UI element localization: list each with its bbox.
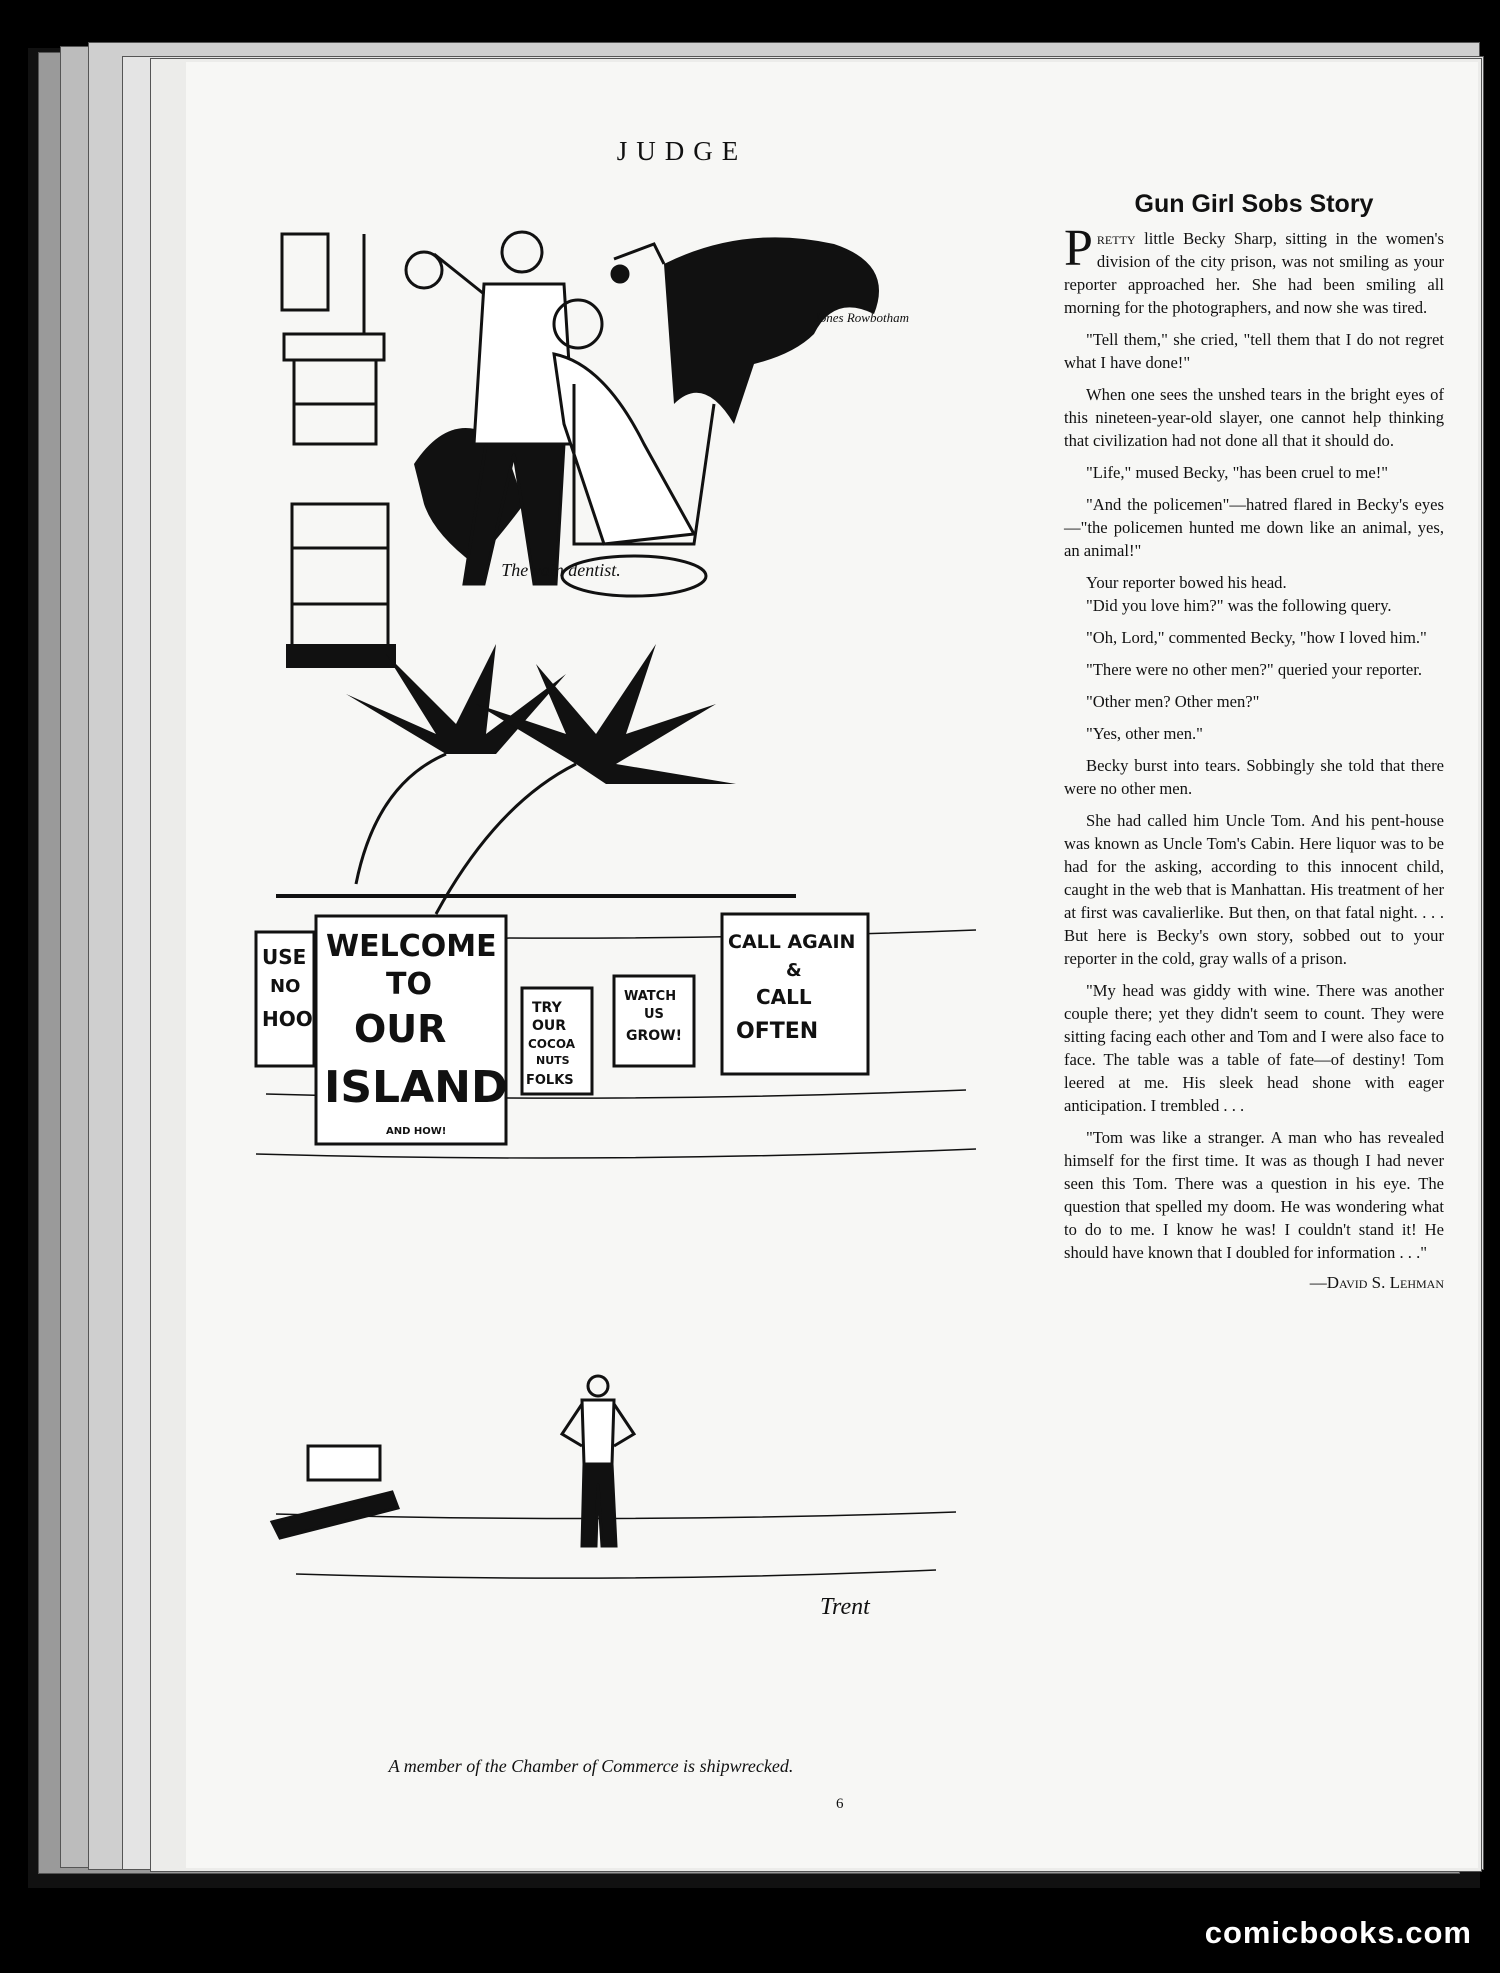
- article-paragraph: "Tell them," she cried, "tell them that I do not regret what I have done!": [1064, 330, 1444, 372]
- sign-text: TRY: [532, 1000, 562, 1016]
- article-paragraph: "Oh, Lord," commented Becky, "how I loved him.": [1086, 628, 1427, 647]
- article-paragraph: "Life," mused Becky, "has been cruel to me!": [1086, 463, 1389, 482]
- artist-signature-top: Jones Rowbotham: [814, 310, 909, 325]
- dark-curtain: [664, 237, 879, 424]
- diploma-frame: [282, 234, 328, 310]
- sign-text: US: [644, 1007, 664, 1022]
- magazine-masthead: JUDGE: [616, 136, 748, 166]
- page-number: 6: [836, 1796, 844, 1812]
- article-headline: Gun Girl Sobs Story: [1134, 190, 1374, 218]
- sign-text: USE: [262, 945, 307, 969]
- cabinet-top: [284, 334, 384, 360]
- watermark: comicbooks.com: [1204, 1915, 1472, 1950]
- article-paragraph: "Did you love him?" was the following query.: [1086, 596, 1392, 615]
- article-paragraph: When one sees the unshed tears in the bright eyes of this nineteen-year-old slayer, one cannot help thinking that civilization had not done all that it should do.: [1064, 385, 1444, 450]
- lead-smallcaps: retty: [1096, 229, 1136, 248]
- sign-text: ISLAND: [324, 1062, 508, 1113]
- sign-text: CALL AGAIN: [728, 931, 856, 953]
- sign-text: WELCOME: [326, 929, 497, 964]
- sign-text: OUR: [532, 1018, 567, 1034]
- article-byline: —David S. Lehman: [1309, 1273, 1444, 1292]
- article-paragraph: "Tom was like a stranger. A man who has revealed himself for the first time. It was as though I had never seen this Tom. There was a question in his eye. The question that spelled my doom. He was wondering what to do to me. I know he was! I couldn't stand it! He should have known that I doubled for information . . .": [1064, 1128, 1444, 1262]
- magazine-page: [186, 62, 1478, 1868]
- sign-text: COCOA: [528, 1037, 575, 1051]
- article-paragraph: "And the policemen"—hatred flared in Becky's eyes—"the policemen hunted me down like an animal, yes, an animal!": [1064, 495, 1444, 560]
- hand-mirror: [406, 252, 442, 288]
- dentist-caption: The vain dentist.: [501, 560, 621, 580]
- sign-text: OUR: [354, 1007, 447, 1051]
- article-paragraph: "Other men? Other men?": [1086, 692, 1260, 711]
- article-paragraph: "Yes, other men.": [1086, 724, 1203, 743]
- sign-text: OFTEN: [736, 1019, 819, 1044]
- dentist-head: [502, 232, 542, 272]
- sign-text: GROW!: [626, 1028, 682, 1044]
- sign-text: HOO: [262, 1007, 313, 1031]
- article-paragraph: "There were no other men?" queried your reporter.: [1086, 660, 1423, 679]
- sign-text: WATCH: [624, 989, 677, 1004]
- flotsam: [272, 1446, 398, 1538]
- island-cartoon: [236, 634, 996, 1769]
- drop-cap: P: [1064, 220, 1093, 277]
- sign-text: NO: [270, 976, 301, 997]
- article-paragraph: She had called him Uncle Tom. And his pent-house was known as Uncle Tom's Cabin. Here liquor was to be had for the asking, according to this innocent child, caught in the web that is Manhattan. His treatment of her at first was cavalierlike. But then, on that fatal night. . . . But here is Becky's own story, sobbed out to your reporter in the cold, gray walls of a prison.: [1064, 811, 1444, 968]
- article-paragraph: Your reporter bowed his head.: [1086, 573, 1287, 592]
- article-paragraph: Becky burst into tears. Sobbingly she told that there were no other men.: [1064, 756, 1444, 798]
- dental-lamp: [612, 266, 628, 282]
- castaway-figure: [562, 1376, 634, 1546]
- instrument-table: [292, 504, 388, 548]
- palm-fronds: [346, 644, 736, 784]
- article-paragraph: "My head was giddy with wine. There was another couple there; yet they didn't seem to count. They were sitting facing each other and Tom and I were also face to face. The table was a table of fate—of destiny! Tom leered at me. His sleek head shone with eager anticipation. I trembled . . .: [1064, 981, 1444, 1115]
- sign-text: CALL: [756, 985, 812, 1009]
- palm-trunk-left: [356, 754, 446, 884]
- sign-text: NUTS: [536, 1054, 570, 1067]
- sign-text: AND HOW!: [386, 1126, 447, 1137]
- artist-signature-bottom: Trent: [820, 1594, 870, 1620]
- sign-text: FOLKS: [526, 1073, 574, 1088]
- sign-text: &: [786, 960, 802, 981]
- article-column: [1064, 190, 1444, 1293]
- palm-trunk-right: [436, 764, 576, 914]
- shipwreck-caption: A member of the Chamber of Commerce is shipwrecked.: [388, 1756, 794, 1776]
- sign-text: TO: [386, 967, 432, 1002]
- article-paragraph: Pretty little Becky Sharp, sitting in the women's division of the city prison, was not smiling as your reporter approached her. She had been smiling all morning for the photographers, and now she was tired.: [1064, 220, 1444, 317]
